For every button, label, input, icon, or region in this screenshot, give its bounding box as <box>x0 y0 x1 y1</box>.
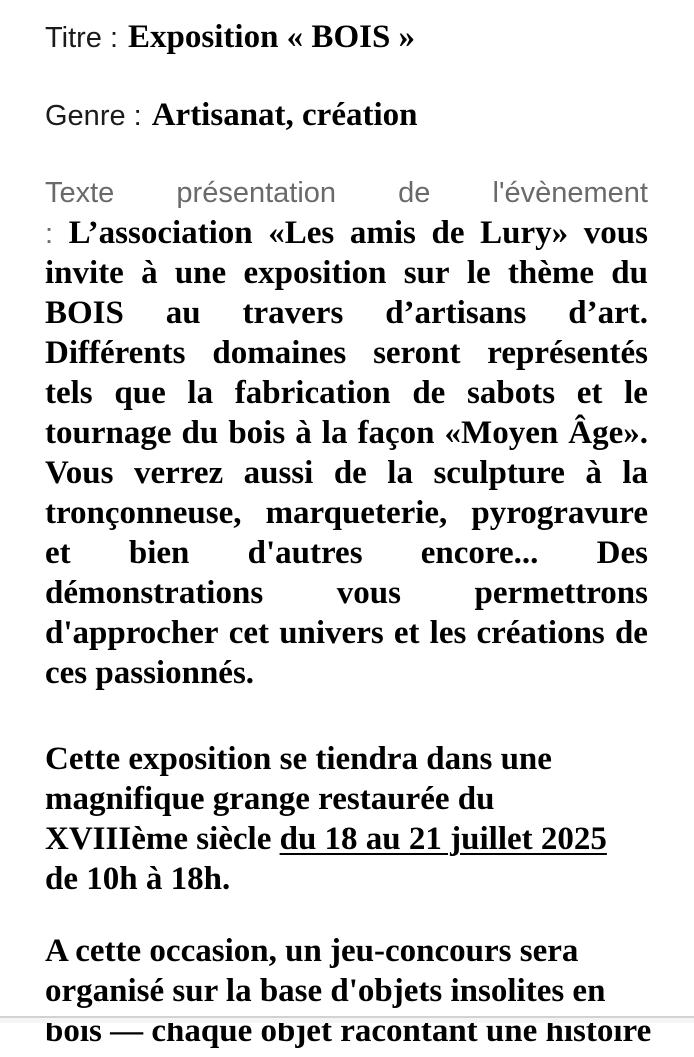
body-text: exposition <box>243 253 386 293</box>
contest-paragraph <box>45 931 648 1051</box>
muted-label-text: l'évènement <box>493 173 648 213</box>
body-text: thème <box>508 253 594 293</box>
body-text: magnifique grange restaurée du <box>45 781 494 817</box>
body-text: du <box>182 413 219 453</box>
body-text: sabots <box>467 373 555 413</box>
body-text: le <box>467 253 491 293</box>
text-line <box>45 739 648 779</box>
body-text: représentés <box>487 333 648 373</box>
muted-label-text: présentation <box>176 173 336 213</box>
body-text: XVIIIème siècle <box>45 821 280 857</box>
text-line <box>45 533 648 573</box>
text-line <box>45 413 648 453</box>
body-text: vous <box>337 573 401 613</box>
body-text: Des <box>597 533 648 573</box>
body-text: pyrogravure <box>471 493 648 533</box>
muted-label-text: Texte <box>45 173 114 213</box>
body-text: la <box>187 373 213 413</box>
genre-label: Genre : <box>45 100 142 132</box>
body-text: bien <box>129 533 190 573</box>
body-text: les <box>430 613 467 653</box>
body-text: le <box>624 373 648 413</box>
body-text: et <box>394 613 420 653</box>
body-text: à <box>295 413 312 453</box>
text-line <box>45 373 648 413</box>
body-text: Lury» <box>480 213 568 253</box>
body-text: organisé sur la base d'objets insolites en <box>45 973 605 1009</box>
body-text: démonstrations <box>45 573 263 613</box>
viewport-bottom-edge <box>0 1016 694 1023</box>
titre-value: Exposition « BOIS » <box>128 19 415 55</box>
body-text: invite <box>45 253 124 293</box>
body-text: ces passionnés. <box>45 655 254 691</box>
text-line <box>45 453 648 493</box>
body-text: et <box>45 533 71 573</box>
text-line <box>45 613 648 653</box>
body-text: bois — chaque objet racontant une histoire <box>45 1013 651 1049</box>
body-text: «Moyen <box>445 413 559 453</box>
body-text: de <box>412 373 445 413</box>
body-text: à <box>585 453 602 493</box>
body-text: sculpture <box>433 453 564 493</box>
muted-label-text: : <box>45 214 53 254</box>
event-description <box>45 173 648 1051</box>
body-text: vous <box>584 213 648 253</box>
body-text: Différents <box>45 333 186 373</box>
titre-label: Titre : <box>45 22 118 54</box>
body-text: et <box>577 373 603 413</box>
muted-label-text: de <box>398 173 430 213</box>
body-text: «Les <box>268 213 334 253</box>
body-text: Âge». <box>568 413 648 453</box>
body-text: bois <box>228 413 285 453</box>
underlined-date-text: du 18 au 21 juillet 2025 <box>280 821 607 857</box>
body-text: BOIS <box>45 293 124 333</box>
text-line <box>45 493 648 533</box>
body-text: de 10h à 18h. <box>45 861 230 897</box>
presentation-paragraph <box>45 173 648 693</box>
body-text: d'approcher <box>45 613 219 653</box>
body-text: tournage <box>45 413 172 453</box>
body-text: du <box>611 253 648 293</box>
body-text: seront <box>373 333 460 373</box>
body-text: Vous <box>45 453 114 493</box>
body-text: d’art. <box>568 293 648 333</box>
text-line <box>45 573 648 613</box>
body-text: permettrons <box>474 573 648 613</box>
body-text: fabrication <box>235 373 391 413</box>
text-line <box>45 293 648 333</box>
body-text: Cette exposition se tiendra dans une <box>45 741 552 777</box>
body-text: d'autres <box>248 533 363 573</box>
body-text: A cette occasion, un jeu-concours sera <box>45 933 578 969</box>
body-text: domaines <box>212 333 346 373</box>
genre-value: Artisanat, création <box>152 97 418 133</box>
body-text: marqueterie, <box>266 493 448 533</box>
text-line <box>45 173 648 213</box>
body-text: à <box>141 253 158 293</box>
body-text: tronçonneuse, <box>45 493 242 533</box>
body-text: sur <box>404 253 450 293</box>
body-text: de <box>615 613 648 653</box>
body-text: L’association <box>69 213 253 253</box>
body-text: au <box>166 293 201 333</box>
body-text: une <box>175 253 226 293</box>
body-text: univers <box>279 613 384 653</box>
body-text: la <box>387 453 413 493</box>
text-line <box>45 653 648 693</box>
text-line <box>45 333 648 373</box>
field-titre <box>45 17 648 63</box>
field-genre <box>45 95 648 141</box>
body-text: créations <box>476 613 604 653</box>
schedule-paragraph <box>45 739 648 899</box>
body-text: cet <box>229 613 269 653</box>
body-text: la <box>622 453 648 493</box>
body-text: la <box>322 413 348 453</box>
text-line <box>45 213 648 253</box>
body-text: de <box>334 453 367 493</box>
text-line <box>45 859 648 899</box>
body-text: façon <box>358 413 435 453</box>
text-line <box>45 253 648 293</box>
body-text: travers <box>243 293 344 333</box>
text-line <box>45 931 648 971</box>
body-text: encore... <box>421 533 539 573</box>
body-text: d’artisans <box>385 293 526 333</box>
body-text: de <box>431 213 464 253</box>
text-line <box>45 779 648 819</box>
body-text: que <box>114 373 165 413</box>
body-text: verrez <box>134 453 223 493</box>
body-text: tels <box>45 373 93 413</box>
body-text: amis <box>350 213 416 253</box>
text-line <box>45 819 648 859</box>
body-text: aussi <box>244 453 314 493</box>
text-line <box>45 971 648 1011</box>
